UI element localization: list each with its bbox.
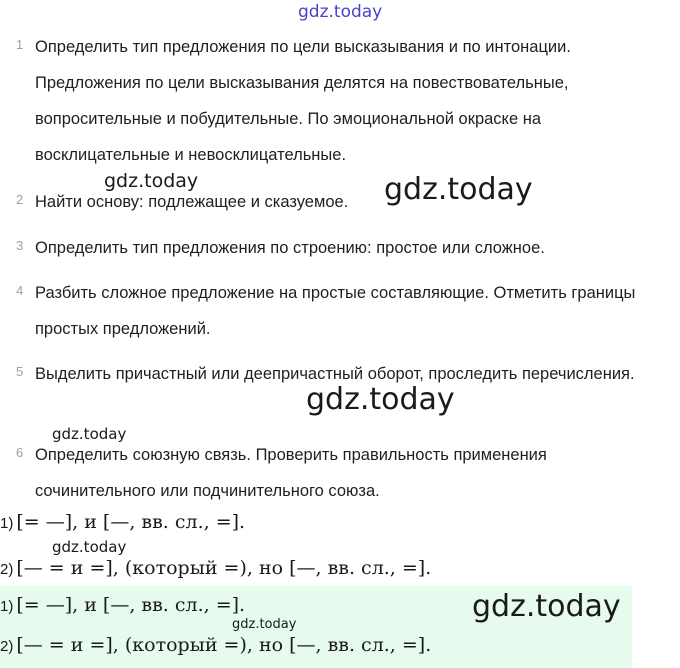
- watermark: gdz.today: [232, 617, 297, 632]
- step-text: Определить тип предложения по цели высказывания и по интонации. Предложения по цели высказывания делятся на повествовательные, вопросительные и побудительные. По эмоциональной окраске на восклицательные и невосклицательные.: [35, 38, 571, 164]
- step-number: 2: [16, 192, 24, 207]
- scheme-label: 1): [0, 515, 14, 532]
- sentence-scheme: [0, 634, 431, 656]
- scheme-label: 2): [0, 638, 14, 655]
- scheme-formula: [— = и =], (который =), но [—, вв. сл., =].: [16, 557, 432, 579]
- watermark: gdz.today: [298, 2, 383, 22]
- watermark: gdz.today: [306, 382, 455, 417]
- scheme-formula: [= —], и [—, вв. сл., =].: [16, 594, 246, 616]
- step-number: 1: [16, 37, 24, 52]
- scheme-label: 1): [0, 598, 14, 615]
- step-number: 6: [16, 445, 24, 460]
- watermark: gdz.today: [472, 589, 621, 624]
- scheme-label: 2): [0, 561, 14, 578]
- watermark: gdz.today: [52, 538, 127, 556]
- step-text: Найти основу: подлежащее и сказуемое.: [35, 193, 349, 211]
- sentence-scheme: [0, 511, 245, 533]
- step-number: 4: [16, 283, 24, 298]
- watermark: gdz.today: [384, 172, 533, 207]
- watermark: gdz.today: [104, 170, 199, 192]
- step-text: Разбить сложное предложение на простые составляющие. Отметить границы простых предложений.: [35, 284, 636, 338]
- step-text: Выделить причастный или деепричастный оборот, проследить перечисления.: [35, 365, 635, 383]
- watermark: gdz.today: [52, 425, 127, 443]
- step-text: Определить тип предложения по строению: простое или сложное.: [35, 239, 545, 257]
- scheme-formula: [= —], и [—, вв. сл., =].: [16, 511, 246, 533]
- scheme-formula: [— = и =], (который =), но [—, вв. сл., =].: [16, 634, 432, 656]
- step-number: 5: [16, 364, 24, 379]
- step-number: 3: [16, 238, 24, 253]
- sentence-scheme: [0, 557, 431, 579]
- step-text: Определить союзную связь. Проверить правильность применения сочинительного или подчинительного союза.: [35, 446, 547, 500]
- sentence-scheme: [0, 594, 245, 616]
